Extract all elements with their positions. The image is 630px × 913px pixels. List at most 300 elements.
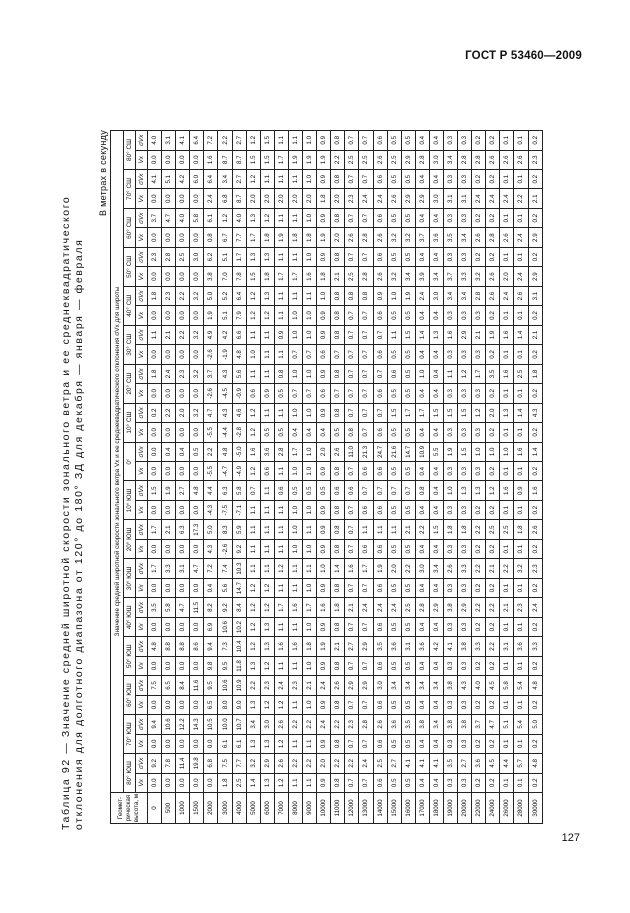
value-cell: 0.0 xyxy=(176,734,190,753)
value-cell: 0.9 xyxy=(317,325,331,344)
value-cell: 2.1 xyxy=(401,520,415,539)
value-cell: 5.0 xyxy=(528,715,542,734)
value-cell: 0.0 xyxy=(148,462,162,481)
value-cell: 2.2 xyxy=(303,715,317,734)
value-cell: 2.2 xyxy=(176,286,190,305)
value-cell: 1.3 xyxy=(260,617,274,636)
value-cell: 0.2 xyxy=(472,773,486,792)
value-cell: 0.2 xyxy=(486,462,500,481)
value-cell: 0.9 xyxy=(317,247,331,266)
value-cell: 2.5 xyxy=(373,754,387,773)
value-cell: 7.8 xyxy=(162,754,176,773)
value-cell: 2.1 xyxy=(528,325,542,344)
value-cell: 0.7 xyxy=(359,403,373,422)
value-cell: 7.7 xyxy=(232,228,246,247)
value-cell: 6.4 xyxy=(232,286,246,305)
value-cell: 1.1 xyxy=(274,539,288,558)
value-cell: 4.1 xyxy=(415,754,429,773)
value-cell: 1.8 xyxy=(458,520,472,539)
value-cell: 4.0 xyxy=(232,208,246,227)
value-cell: 0.0 xyxy=(190,656,204,675)
value-cell: 2.9 xyxy=(401,150,415,169)
value-cell: 5.6 xyxy=(218,578,232,597)
value-cell: 0.4 xyxy=(429,208,443,227)
value-cell: 0.9 xyxy=(317,617,331,636)
value-cell: 0.2 xyxy=(528,695,542,714)
value-cell: 1.1 xyxy=(246,500,260,519)
value-cell: 2.5 xyxy=(345,150,359,169)
value-cell: 8.7 xyxy=(232,189,246,208)
sigma-subheader: σVx xyxy=(136,364,148,383)
value-cell: 1.2 xyxy=(246,286,260,305)
value-cell: 2.1 xyxy=(303,676,317,695)
value-cell: 5.1 xyxy=(218,247,232,266)
value-cell: 0.0 xyxy=(176,345,190,364)
value-cell: 0.3 xyxy=(458,345,472,364)
value-cell: 0.8 xyxy=(331,617,345,636)
value-cell: 1.5 xyxy=(246,267,260,286)
value-cell: 3.4 xyxy=(387,676,401,695)
value-cell: 1.6 xyxy=(500,325,514,344)
value-cell: 1.1 xyxy=(246,364,260,383)
value-cell: 8.6 xyxy=(190,637,204,656)
value-cell: 0.9 xyxy=(317,403,331,422)
value-cell: 0.2 xyxy=(472,617,486,636)
value-cell: 6.8 xyxy=(218,189,232,208)
value-cell: 0.2 xyxy=(528,131,542,151)
value-cell: 0.3 xyxy=(443,170,457,189)
value-cell: 8.4 xyxy=(232,598,246,617)
value-cell: 3.8 xyxy=(458,637,472,656)
value-cell: 0.6 xyxy=(274,481,288,500)
value-cell: 0.7 xyxy=(359,656,373,675)
latitude-header: 20° СШ xyxy=(124,364,136,403)
value-cell: 0.4 xyxy=(415,384,429,403)
value-cell: 0.0 xyxy=(148,500,162,519)
value-cell: 0.5 xyxy=(401,208,415,227)
value-cell: 0.7 xyxy=(345,170,359,189)
value-cell: 2.0 xyxy=(288,189,302,208)
value-cell: 1.0 xyxy=(303,500,317,519)
value-cell: 1.9 xyxy=(204,306,218,325)
vx-subheader: Vx xyxy=(136,150,148,169)
value-cell: 2.9 xyxy=(401,189,415,208)
value-cell: 3.1 xyxy=(443,189,457,208)
value-cell: 1.0 xyxy=(288,325,302,344)
value-cell: 0.3 xyxy=(443,384,457,403)
value-cell: 0.2 xyxy=(472,578,486,597)
value-cell: 1.1 xyxy=(260,364,274,383)
value-cell: 0.1 xyxy=(500,656,514,675)
value-cell: 1.2 xyxy=(260,598,274,617)
value-cell: 2.2 xyxy=(331,715,345,734)
value-cell: 2.4 xyxy=(500,189,514,208)
value-cell: 2.9 xyxy=(429,598,443,617)
value-cell: 1.1 xyxy=(303,520,317,539)
sigma-subheader: σVx xyxy=(136,442,148,461)
page-number: 127 xyxy=(561,832,580,844)
value-cell: 1.2 xyxy=(246,403,260,422)
value-cell: 0.8 xyxy=(331,403,345,422)
value-cell: 5.7 xyxy=(514,754,528,773)
value-cell: 6.2 xyxy=(204,247,218,266)
value-cell: 1.2 xyxy=(246,578,260,597)
value-cell: 0.7 xyxy=(345,364,359,383)
value-cell: 0.0 xyxy=(148,656,162,675)
sigma-subheader: σVx xyxy=(136,598,148,617)
value-cell: 1.1 xyxy=(288,773,302,792)
value-cell: 0.3 xyxy=(443,695,457,714)
value-cell: 0.1 xyxy=(514,208,528,227)
value-cell: 1.1 xyxy=(260,345,274,364)
value-cell: 11.8 xyxy=(232,656,246,675)
value-cell: 1.6 xyxy=(246,442,260,461)
value-cell: 0.7 xyxy=(359,325,373,344)
value-cell: 0.2 xyxy=(486,384,500,403)
value-cell: 19.8 xyxy=(190,754,204,773)
table-row xyxy=(232,131,246,824)
value-cell: 1.5 xyxy=(260,131,274,151)
value-cell: 2.3 xyxy=(288,676,302,695)
sigma-subheader: σVx xyxy=(136,520,148,539)
value-cell: 1.0 xyxy=(317,559,331,578)
latitude-header: 30° СШ xyxy=(124,325,136,364)
value-cell: 1.1 xyxy=(373,520,387,539)
value-cell: 1.1 xyxy=(260,539,274,558)
value-cell: -7.1 xyxy=(232,500,246,519)
value-cell: 0.7 xyxy=(345,403,359,422)
value-cell: 0.8 xyxy=(331,306,345,325)
value-cell: 2.9 xyxy=(458,325,472,344)
value-cell: 7.5 xyxy=(218,754,232,773)
value-cell: 7.0 xyxy=(218,267,232,286)
value-cell: 0.5 xyxy=(401,364,415,383)
value-cell: 1.3 xyxy=(458,481,472,500)
value-cell: 0.4 xyxy=(415,539,429,558)
value-cell: 5.6 xyxy=(232,364,246,383)
value-cell: 0.3 xyxy=(458,462,472,481)
altitude-cell: 11000 xyxy=(331,793,345,824)
group-header: Значение средней широтной скорости зонального ветра Vx и ее среднеквадратического отклонения σVx для широты xyxy=(111,131,124,793)
value-cell: 1.7 xyxy=(274,150,288,169)
value-cell: 0.0 xyxy=(148,734,162,753)
value-cell: 8.3 xyxy=(218,520,232,539)
value-cell: 3.1 xyxy=(401,637,415,656)
value-cell: 0.2 xyxy=(528,578,542,597)
value-cell: 2.6 xyxy=(500,150,514,169)
value-cell: -4.3 xyxy=(204,500,218,519)
value-cell: 0.0 xyxy=(148,617,162,636)
value-cell: 0.6 xyxy=(373,423,387,442)
value-cell: 1.1 xyxy=(274,306,288,325)
value-cell: 2.6 xyxy=(331,442,345,461)
vx-subheader: Vx xyxy=(136,695,148,714)
value-cell: 1.6 xyxy=(288,637,302,656)
value-cell: 1.8 xyxy=(317,267,331,286)
value-cell: 0.6 xyxy=(373,734,387,753)
value-cell: 0.5 xyxy=(387,131,401,151)
value-cell: 0.0 xyxy=(148,345,162,364)
vx-subheader: Vx xyxy=(136,617,148,636)
value-cell: 8.7 xyxy=(232,150,246,169)
value-cell: 0.3 xyxy=(458,423,472,442)
value-cell: 1.0 xyxy=(288,539,302,558)
value-cell: 0.7 xyxy=(373,364,387,383)
value-cell: 3.6 xyxy=(472,754,486,773)
value-cell: 0.0 xyxy=(176,384,190,403)
value-cell: 6.6 xyxy=(232,325,246,344)
value-cell: 4.0 xyxy=(472,676,486,695)
value-cell: 0.8 xyxy=(331,773,345,792)
value-cell: 1.5 xyxy=(443,403,457,422)
value-cell: 0.7 xyxy=(373,325,387,344)
value-cell: 0.5 xyxy=(401,384,415,403)
value-cell: 0.5 xyxy=(274,423,288,442)
value-cell: 12.2 xyxy=(176,715,190,734)
vx-subheader: Vx xyxy=(136,384,148,403)
value-cell: 0.5 xyxy=(401,617,415,636)
value-cell: 2.0 xyxy=(317,442,331,461)
value-cell: 1.8 xyxy=(260,267,274,286)
value-cell: 0.4 xyxy=(429,578,443,597)
value-cell: 9.5 xyxy=(218,656,232,675)
value-cell: 2.6 xyxy=(345,228,359,247)
value-cell: 0.6 xyxy=(260,462,274,481)
table-row xyxy=(429,131,443,824)
value-cell: 1.1 xyxy=(274,131,288,151)
value-cell: -0.9 xyxy=(232,384,246,403)
value-cell: 2.4 xyxy=(359,189,373,208)
value-cell: 0.6 xyxy=(317,384,331,403)
value-cell: 0.6 xyxy=(359,539,373,558)
value-cell: 3.1 xyxy=(500,637,514,656)
value-cell: 2.8 xyxy=(415,598,429,617)
value-cell: 0.2 xyxy=(472,208,486,227)
value-cell: 1.2 xyxy=(246,423,260,442)
table-row xyxy=(486,131,500,824)
value-cell: 0.0 xyxy=(148,150,162,169)
value-cell: 0.3 xyxy=(472,462,486,481)
value-cell: -5.5 xyxy=(204,462,218,481)
value-cell: 1.1 xyxy=(274,208,288,227)
value-cell: 0.7 xyxy=(345,345,359,364)
value-cell: 1.7 xyxy=(359,559,373,578)
value-cell: 3.0 xyxy=(190,247,204,266)
value-cell: 1.1 xyxy=(288,695,302,714)
value-cell: 1.0 xyxy=(303,539,317,558)
value-cell: 1.1 xyxy=(288,559,302,578)
wind-speed-table xyxy=(110,130,543,824)
table-row xyxy=(387,131,401,824)
value-cell: 3.4 xyxy=(429,559,443,578)
value-cell: 1.1 xyxy=(260,170,274,189)
value-cell: 0.0 xyxy=(190,384,204,403)
value-cell: 4.8 xyxy=(218,442,232,461)
value-cell: 0.5 xyxy=(401,345,415,364)
value-cell: 1.1 xyxy=(260,325,274,344)
value-cell: 2.0 xyxy=(260,189,274,208)
value-cell: 5.1 xyxy=(218,306,232,325)
value-cell: 0.2 xyxy=(472,695,486,714)
value-cell: 3.3 xyxy=(162,559,176,578)
value-cell: 0.7 xyxy=(359,131,373,151)
value-cell: 0.1 xyxy=(514,423,528,442)
value-cell: 0.5 xyxy=(401,170,415,189)
value-cell: 3.4 xyxy=(458,228,472,247)
value-cell: 2.0 xyxy=(274,189,288,208)
value-cell: 2.8 xyxy=(472,286,486,305)
value-cell: 3.2 xyxy=(190,364,204,383)
value-cell: 0.7 xyxy=(359,578,373,597)
value-cell: 0.1 xyxy=(500,695,514,714)
value-cell: 0.3 xyxy=(443,208,457,227)
value-cell: 1.9 xyxy=(288,150,302,169)
value-cell: 1.5 xyxy=(401,325,415,344)
value-cell: 1.1 xyxy=(359,520,373,539)
value-cell: 0.5 xyxy=(387,617,401,636)
value-cell: 0.8 xyxy=(331,170,345,189)
value-cell: 1.1 xyxy=(274,617,288,636)
value-cell: 1.3 xyxy=(260,286,274,305)
value-cell: 4.8 xyxy=(528,754,542,773)
value-cell: 3.4 xyxy=(443,286,457,305)
value-cell: 2.2 xyxy=(415,520,429,539)
value-cell: 0.7 xyxy=(303,384,317,403)
value-cell: 0.2 xyxy=(528,462,542,481)
altitude-cell: 19000 xyxy=(443,793,457,824)
value-cell: 0.7 xyxy=(345,462,359,481)
value-cell: 0.0 xyxy=(176,695,190,714)
value-cell: 0.8 xyxy=(331,578,345,597)
value-cell: 0.0 xyxy=(148,695,162,714)
value-cell: 0.2 xyxy=(472,131,486,151)
table-row xyxy=(162,131,176,824)
altitude-cell: 0 xyxy=(148,793,162,824)
value-cell: 0.4 xyxy=(415,773,429,792)
value-cell: 1.8 xyxy=(148,364,162,383)
value-cell: 4.7 xyxy=(190,559,204,578)
value-cell: 5.8 xyxy=(500,676,514,695)
value-cell: 1.1 xyxy=(274,500,288,519)
value-cell: 5.1 xyxy=(500,715,514,734)
altitude-cell: 2000 xyxy=(204,793,218,824)
value-cell: 2.2 xyxy=(472,598,486,617)
value-cell: 0.0 xyxy=(176,267,190,286)
value-cell: 3.0 xyxy=(429,286,443,305)
value-cell: 1.7 xyxy=(401,403,415,422)
value-cell: 0.4 xyxy=(429,364,443,383)
value-cell: 2.6 xyxy=(486,150,500,169)
value-cell: 0.1 xyxy=(500,617,514,636)
value-cell: 3.6 xyxy=(429,228,443,247)
value-cell: 0.1 xyxy=(514,306,528,325)
value-cell: 0.3 xyxy=(472,384,486,403)
value-cell: 0.0 xyxy=(162,150,176,169)
value-cell: 1.0 xyxy=(415,364,429,383)
value-cell: 2.6 xyxy=(514,150,528,169)
value-cell: 0.7 xyxy=(359,773,373,792)
value-cell: 0.8 xyxy=(331,695,345,714)
value-cell: 1.9 xyxy=(373,559,387,578)
table-row xyxy=(401,131,415,824)
value-cell: 1.0 xyxy=(288,306,302,325)
value-cell: 11.0 xyxy=(345,442,359,461)
value-cell: 0.7 xyxy=(373,403,387,422)
value-cell: 2.2 xyxy=(288,715,302,734)
value-cell: 0.6 xyxy=(359,500,373,519)
value-cell: 0.9 xyxy=(373,286,387,305)
value-cell: 0.7 xyxy=(359,384,373,403)
value-cell: 0.4 xyxy=(429,617,443,636)
value-cell: 3.6 xyxy=(387,715,401,734)
value-cell: 2.2 xyxy=(472,520,486,539)
value-cell: 1.2 xyxy=(458,364,472,383)
value-cell: 2.9 xyxy=(359,637,373,656)
value-cell: 2.5 xyxy=(387,150,401,169)
table-row xyxy=(331,131,345,824)
table-row xyxy=(218,131,232,824)
value-cell: 2.6 xyxy=(373,715,387,734)
value-cell: 0.6 xyxy=(373,695,387,714)
value-cell: 0.8 xyxy=(331,500,345,519)
value-cell: 0.0 xyxy=(190,345,204,364)
value-cell: 0.2 xyxy=(486,539,500,558)
value-cell: 0.0 xyxy=(190,267,204,286)
value-cell: 1.6 xyxy=(514,442,528,461)
value-cell: 1.1 xyxy=(260,481,274,500)
value-cell: 0.9 xyxy=(317,306,331,325)
value-cell: 7.9 xyxy=(232,306,246,325)
value-cell: 2.7 xyxy=(458,754,472,773)
value-cell: 0.4 xyxy=(429,131,443,151)
value-cell: 1.2 xyxy=(260,208,274,227)
value-cell: 3.2 xyxy=(514,559,528,578)
value-cell: 1.7 xyxy=(148,559,162,578)
value-cell: 0.7 xyxy=(359,306,373,325)
value-cell: 1.6 xyxy=(303,267,317,286)
value-cell: 0.1 xyxy=(514,578,528,597)
value-cell: 2.5 xyxy=(401,598,415,617)
value-cell: 4.3 xyxy=(218,364,232,383)
value-cell: 1.9 xyxy=(303,150,317,169)
value-cell: 2.2 xyxy=(176,325,190,344)
value-cell: 0.0 xyxy=(176,617,190,636)
value-cell: 6.7 xyxy=(218,228,232,247)
value-cell: 2.3 xyxy=(528,150,542,169)
table-row xyxy=(176,131,190,824)
value-cell: 0.3 xyxy=(443,131,457,151)
value-cell: 0.4 xyxy=(429,462,443,481)
value-cell: 1.0 xyxy=(303,462,317,481)
value-cell: 0.7 xyxy=(345,539,359,558)
value-cell: 7.2 xyxy=(204,559,218,578)
value-cell: 0.5 xyxy=(401,695,415,714)
value-cell: 0.8 xyxy=(415,481,429,500)
value-cell: 0.2 xyxy=(486,734,500,753)
value-cell: 2.6 xyxy=(443,559,457,578)
value-cell: 1.0 xyxy=(387,286,401,305)
value-cell: 0.2 xyxy=(528,656,542,675)
value-cell: 0.0 xyxy=(162,306,176,325)
value-cell: 0.8 xyxy=(331,734,345,753)
value-cell: 2.1 xyxy=(500,598,514,617)
value-cell: 3.8 xyxy=(443,715,457,734)
value-cell: 0.6 xyxy=(373,306,387,325)
value-cell: 4.2 xyxy=(429,637,443,656)
value-cell: 3.7 xyxy=(415,228,429,247)
value-cell: 0.0 xyxy=(176,423,190,442)
value-cell: 2.6 xyxy=(472,228,486,247)
